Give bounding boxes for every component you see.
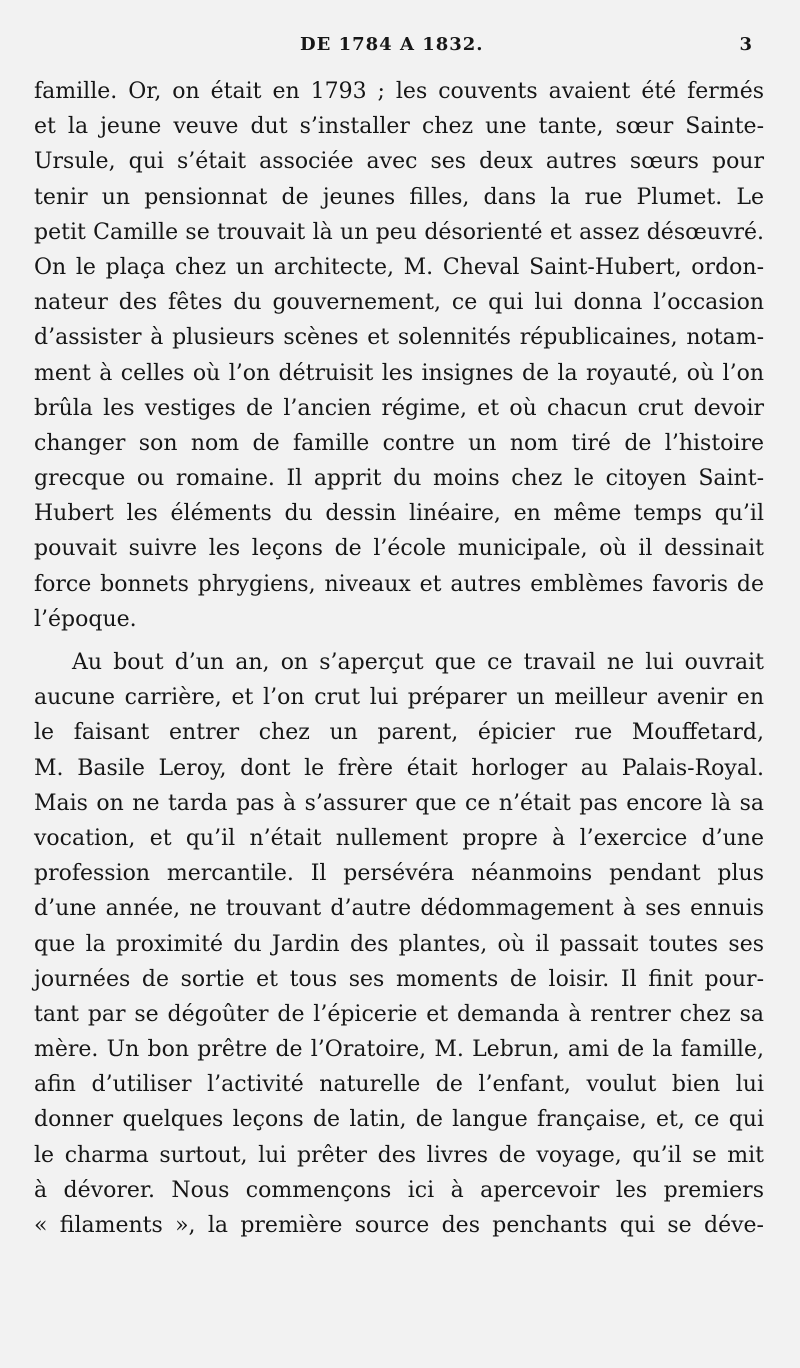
text-line: ment à celles où l’on détruisit les insignes de la royauté, où l’on (34, 360, 764, 386)
text-line: et la jeune veuve dut s’installer chez une tante, sœur Sainte- (34, 114, 764, 140)
text-line: aucune carrière, et l’on crut lui préparer un meilleur avenir en (34, 685, 764, 711)
text-line: journées de sortie et tous ses moments de loisir. Il finit pour- (34, 966, 764, 992)
text-line: donner quelques leçons de latin, de langue française, et, ce qui (34, 1107, 764, 1133)
text-line: pouvait suivre les leçons de l’école municipale, où il dessinait (34, 536, 764, 562)
text-line: Ursule, qui s’était associée avec ses deux autres sœurs pour (34, 149, 764, 175)
text-line: l’époque. (34, 606, 137, 632)
page-number: 3 (739, 34, 752, 55)
text-line: profession mercantile. Il persévéra néanmoins pendant plus (34, 861, 764, 887)
text-line: On le plaça chez un architecte, M. Cheval Saint-Hubert, ordon- (34, 254, 764, 280)
paragraph-2 (34, 645, 764, 1243)
text-line: nateur des fêtes du gouvernement, ce qui lui donna l’occasion (34, 290, 764, 316)
text-line: d’une année, ne trouvant d’autre dédommagement à ses ennuis (34, 896, 764, 922)
text-line: d’assister à plusieurs scènes et solennités républicaines, notam- (34, 325, 764, 351)
text-line: « filaments », la première source des penchants qui se déve- (34, 1213, 764, 1238)
text-line: le charma surtout, lui prêter des livres de voyage, qu’il se mit (34, 1142, 764, 1168)
running-header (0, 34, 800, 58)
text-line: mère. Un bon prêtre de l’Oratoire, M. Lebrun, ami de la famille, (34, 1037, 764, 1063)
text-line: famille. Or, on était en 1793 ; les couvents avaient été fermés (34, 79, 764, 104)
text-line: force bonnets phrygiens, niveaux et autres emblèmes favoris de (34, 571, 764, 597)
text-line: petit Camille se trouvait là un peu désorienté et assez désœuvré. (34, 219, 764, 245)
text-line: M. Basile Leroy, dont le frère était horloger au Palais-Royal. (34, 755, 764, 781)
running-title: DE 1784 A 1832. (300, 34, 484, 55)
text-line: Au bout d’un an, on s’aperçut que ce travail ne lui ouvrait (72, 650, 764, 675)
text-line: changer son nom de famille contre un nom tiré de l’histoire (34, 430, 764, 456)
text-line: à dévorer. Nous commençons ici à apercevoir les premiers (34, 1177, 764, 1203)
text-line: que la proximité du Jardin des plantes, où il passait toutes ses (34, 931, 764, 957)
body-text (34, 74, 764, 1243)
text-line: Hubert les éléments du dessin linéaire, en même temps qu’il (34, 501, 764, 527)
text-line: grecque ou romaine. Il apprit du moins chez le citoyen Saint- (34, 466, 764, 492)
text-line: vocation, et qu’il n’était nullement propre à l’exercice d’une (34, 825, 764, 851)
paragraph-1 (34, 74, 764, 637)
text-line: Mais on ne tarda pas à s’assurer que ce n’était pas encore là sa (34, 790, 764, 816)
text-line: tant par se dégoûter de l’épicerie et demanda à rentrer chez sa (34, 1001, 764, 1027)
text-line: le faisant entrer chez un parent, épicier rue Mouffetard, (34, 720, 764, 746)
text-line: afin d’utiliser l’activité naturelle de l’enfant, voulut bien lui (34, 1072, 764, 1098)
text-line: brûla les vestiges de l’ancien régime, et où chacun crut devoir (34, 395, 764, 421)
text-line: tenir un pensionnat de jeunes filles, dans la rue Plumet. Le (34, 184, 764, 210)
paragraph-gap (34, 637, 764, 645)
